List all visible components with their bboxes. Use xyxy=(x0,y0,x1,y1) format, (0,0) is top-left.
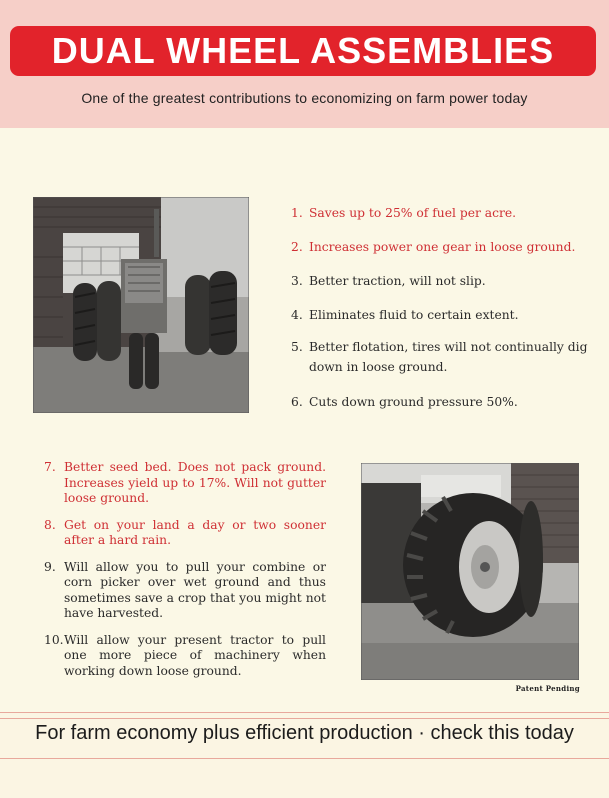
item-number: 5. xyxy=(291,340,303,354)
item-number: 9. xyxy=(44,559,56,574)
title-banner xyxy=(10,26,596,76)
list-item xyxy=(44,633,326,680)
item-text: Eliminates fluid to certain extent. xyxy=(309,308,519,322)
item-number: 10. xyxy=(44,632,64,647)
list-item xyxy=(291,337,591,392)
list-item xyxy=(291,392,591,412)
item-text: Better flotation, tires will not continually dig down in loose ground. xyxy=(309,340,588,374)
item-number: 3. xyxy=(291,274,303,288)
dual-wheel-photo xyxy=(361,463,579,680)
footer-top-rule-inner xyxy=(0,718,609,719)
item-number: 7. xyxy=(44,460,56,474)
footer-bottom-rule xyxy=(0,758,609,759)
item-text: Will allow your present tractor to pull one more piece of machinery when working down loose ground. xyxy=(64,632,326,678)
list-item xyxy=(44,460,326,507)
item-text: Saves up to 25% of fuel per acre. xyxy=(309,206,517,220)
tractor-front-photo xyxy=(33,197,249,413)
item-number: 6. xyxy=(291,395,303,409)
list-item xyxy=(44,560,326,622)
item-number: 4. xyxy=(291,308,303,322)
page-title: DUAL WHEEL ASSEMBLIES xyxy=(51,30,555,71)
item-text: Will allow you to pull your combine or corn picker over wet ground and thus sometimes save a crop that you might not have harvested. xyxy=(64,559,326,620)
page-subtitle: One of the greatest contributions to economizing on farm power today xyxy=(81,90,528,106)
list-item xyxy=(291,203,591,237)
item-text: Cuts down ground pressure 50%. xyxy=(309,395,518,409)
item-number: 2. xyxy=(291,240,303,254)
item-text: Increases power one gear in loose ground. xyxy=(309,240,576,254)
item-text: Better traction, will not slip. xyxy=(309,274,486,288)
item-number: 1. xyxy=(291,206,303,220)
footer-tagline: For farm economy plus efficient production · check this today xyxy=(35,722,574,744)
footer-top-rule xyxy=(0,712,609,713)
list-item xyxy=(291,271,591,305)
item-text: Better seed bed. Does not pack ground. Increases yield up to 17%. Will not gutter loose ground. xyxy=(64,460,326,505)
benefits-list-top xyxy=(291,203,591,412)
list-item xyxy=(291,237,591,271)
item-text: Get on your land a day or two sooner after a hard rain. xyxy=(64,517,326,547)
item-number: 8. xyxy=(44,517,56,532)
benefits-list-bottom xyxy=(44,460,326,679)
list-item xyxy=(44,518,326,549)
patent-notice: Patent Pending xyxy=(515,684,580,693)
list-item xyxy=(291,305,591,337)
